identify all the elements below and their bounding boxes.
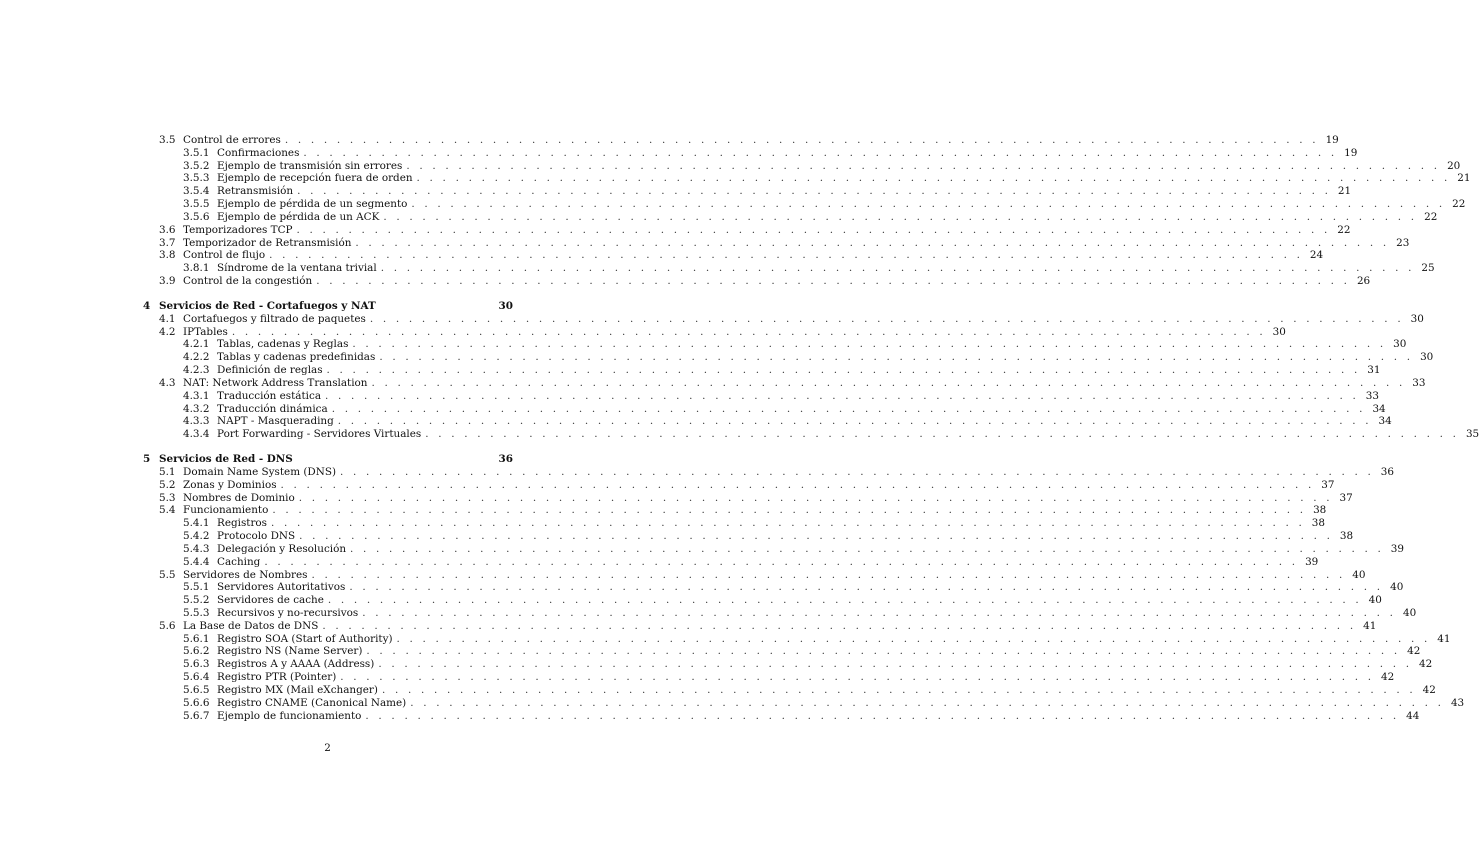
dot-leader: . . . . . . . . . . . . . . . . . . . . . . . . . . . . . . . . . . . . . . . . . . . . . . . . . . . . . . . . . . . . . . . . . . . . . . . . . . . . . . . . [410, 696, 1445, 709]
toc-entry-page: 30 [498, 299, 513, 312]
toc-entry-page: 37 [1339, 491, 1353, 504]
dot-leader: . . . . . . . . . . . . . . . . . . . . . . . . . . . . . . . . . . . . . . . . . . . . . . . . . . . . . . . . . . . . . . . . . . . . . . . . . . . . . . . . [327, 594, 1362, 607]
toc-entry-number: 5.1 [159, 465, 176, 478]
toc-entry-page: 42 [1381, 671, 1395, 684]
toc-entry-page: 21 [1337, 185, 1352, 198]
toc-entry[interactable] [143, 645, 1421, 658]
toc-entry-number: 5.3 [159, 491, 176, 504]
toc-entry-page: 40 [1368, 594, 1382, 607]
dot-leader: . . . . . . . . . . . . . . . . . . . . . . . . . . . . . . . . . . . . . . . . . . . . . . . . . . . . . . . . . . . . . . . . . . . . . . . . . . . . . . . . [284, 134, 1319, 146]
dot-leader: . . . . . . . . . . . . . . . . . . . . . . . . . . . . . . . . . . . . . . . . . . . . . . . . . . . . . . . . . . . . . . . . . . . . . . . . . . . . . . . . [381, 683, 1416, 696]
toc-entry-page: 38 [1339, 530, 1354, 543]
toc-entry-number: 5.4.4 [183, 555, 210, 568]
toc-entry-page: 43 [1450, 696, 1465, 709]
toc-entry[interactable] [143, 185, 1352, 198]
toc-entry-page: 40 [1402, 606, 1417, 619]
toc-entry-number: 4 [143, 299, 151, 312]
toc-entry-number: 3.5.5 [183, 198, 210, 211]
toc-entry-page: 42 [1419, 658, 1433, 671]
toc-entry-title: Servicios de Red - DNS [159, 453, 293, 466]
toc-entry-number: 5 [143, 453, 151, 466]
toc-entry-title: Ejemplo de funcionamiento [217, 709, 362, 722]
toc-entry-number: 3.6 [159, 223, 176, 236]
toc-entry-number: 5.6 [159, 619, 176, 632]
dot-leader: . . . . . . . . . . . . . . . . . . . . . . . . . . . . . . . . . . . . . . . . . . . . . . . . . . . . . . . . . . . . . . . . . . . . . . . . . . . . . . . . [337, 415, 1372, 428]
toc-entry[interactable] [143, 542, 1404, 556]
toc-entry-title: Domain Name System (DNS) [183, 465, 336, 478]
toc-entry-title: La Base de Datos de DNS [183, 619, 319, 632]
toc-entry-page: 19 [1344, 146, 1358, 159]
toc-entry-title: Registros [217, 517, 268, 530]
toc-entry-title: IPTables [183, 325, 228, 338]
dot-leader: . . . . . . . . . . . . . . . . . . . . . . . . . . . . . . . . . . . . . . . . . . . . . . . . . . . . . . . . . . . . . . . . . . . . . . . . . . . . . . . . [311, 568, 1346, 581]
dot-leader: . . . . . . . . . . . . . . . . . . . . . . . . . . . . . . . . . . . . . . . . . . . . . . . . . . . . . . . . . . . . . . . . . . . . . . . . . . . . . . . . [322, 619, 1357, 632]
dot-leader: . . . . . . . . . . . . . . . . . . . . . . . . . . . . . . . . . . . . . . . . . . . . . . . . . . . . . . . . . . . . . . . . . . . . . . . . . . . . . . . . [425, 428, 1460, 441]
dot-leader: . . . . . . . . . . . . . . . . . . . . . . . . . . . . . . . . . . . . . . . . . . . . . . . . . . . . . . . . . . . . . . . . . . . . . . . . . . . . . . . . [271, 517, 1305, 530]
dot-leader: . . . . . . . . . . . . . . . . . . . . . . . . . . . . . . . . . . . . . . . . . . . . . . . . . . . . . . . . . . . . . . . . . . . . . . . . . . . . . . . . [331, 402, 1366, 415]
toc-entry-number: 4.2.3 [183, 364, 210, 377]
toc-entry-title: Traducción estática [217, 389, 322, 402]
toc-entry-number: 3.9 [159, 275, 176, 288]
toc-entry-number: 5.5.1 [183, 581, 210, 594]
table-of-contents [143, 134, 1479, 722]
dot-leader: . . . . . . . . . . . . . . . . . . . . . . . . . . . . . . . . . . . . . . . . . . . . . . . . . . . . . . . . . . . . . . . . . . . . . . . . . . . . . . . . [380, 262, 1415, 275]
toc-entry-title: Registro SOA (Start of Authority) [217, 632, 393, 645]
dot-leader: . . . . . . . . . . . . . . . . . . . . . . . . . . . . . . . . . . . . . . . . . . . . . . . . . . . . . . . . . . . . . . . . . . . . . . . . . . . . . . . . [264, 555, 1299, 568]
toc-entry-page: 42 [1422, 683, 1436, 696]
dot-leader: . . . . . . . . . . . . . . . . . . . . . . . . . . . . . . . . . . . . . . . . . . . . . . . . . . . . . . . . . . . . . . . . . . . . . . . . . . . . . . . . [416, 172, 1451, 185]
toc-entry-page: 25 [1421, 262, 1435, 275]
toc-entry-title: Registro MX (Mail eXchanger) [217, 683, 378, 696]
dot-leader: . . . . . . . . . . . . . . . . . . . . . . . . . . . . . . . . . . . . . . . . . . . . . . . . . . . . . . . . . . . . . . . . . . . . . . . . . . . . . . . . [297, 185, 1332, 198]
toc-entry[interactable] [143, 658, 1433, 671]
toc-entry-page: 41 [1363, 619, 1377, 632]
toc-entry-number: 5.4 [159, 504, 176, 517]
section-gap [143, 441, 513, 453]
dot-leader: . . . . . . . . . . . . . . . . . . . . . . . . . . . . . . . . . . . . . . . . . . . . . . . . . . . . . . . . . . . . . . . . . . . . . . . . . . . . . . . . [365, 709, 1400, 722]
toc-entry-title: Confirmaciones [217, 146, 300, 159]
toc-entry-page: 36 [498, 453, 513, 466]
toc-entry-title: Ejemplo de recepción fuera de orden [217, 172, 413, 185]
toc-entry-page: 40 [1390, 581, 1404, 594]
toc-entry-page: 30 [1272, 325, 1286, 338]
toc-entry[interactable] [143, 581, 1404, 594]
dot-leader: . . . . . . . . . . . . . . . . . . . . . . . . . . . . . . . . . . . . . . . . . . . . . . . . . . . . . . . . . . . . . . . . . . . . . . . . . . . . . . . . [316, 275, 1351, 288]
toc-entry[interactable] [143, 478, 1335, 492]
dot-leader: . . . . . . . . . . . . . . . . . . . . . . . . . . . . . . . . . . . . . . . . . . . . . . . . . . . . . . . . . . . . . . . . . . . . . . . . . . . . . . . . [340, 465, 1374, 478]
toc-entry-title: Definición de reglas [217, 364, 323, 377]
dot-leader: . . . . . . . . . . . . . . . . . . . . . . . . . . . . . . . . . . . . . . . . . . . . . . . . . . . . . . . . . . . . . . . . . . . . . . . . . . . . . . . . [378, 658, 1413, 671]
toc-entry-title: Registro PTR (Pointer) [217, 671, 337, 684]
toc-entry[interactable] [143, 619, 1377, 633]
toc-entry[interactable] [143, 351, 1434, 364]
toc-entry-page: 30 [1393, 338, 1407, 351]
dot-leader: . . . . . . . . . . . . . . . . . . . . . . . . . . . . . . . . . . . . . . . . . . . . . . . . . . . . . . . . . . . . . . . . . . . . . . . . . . . . . . . . [303, 146, 1338, 159]
toc-entry-page: 31 [1367, 364, 1381, 377]
toc-chapter-entry[interactable] [143, 300, 513, 313]
toc-entry-title: Control de la congestión [183, 275, 313, 288]
toc-entry[interactable] [143, 709, 1420, 723]
toc-entry-page: 41 [1437, 632, 1451, 645]
toc-entry-page: 21 [1457, 172, 1471, 185]
toc-entry-page: 20 [1447, 159, 1461, 172]
toc-entry-title: Síndrome de la ventana trivial [217, 262, 377, 275]
toc-entry[interactable] [143, 364, 1381, 377]
toc-entry-number: 5.6.3 [183, 658, 210, 671]
toc-entry[interactable] [143, 325, 1286, 339]
toc-entry-title: Servicios de Red - Cortafuegos y NAT [159, 299, 376, 312]
toc-entry-page: 23 [1396, 236, 1410, 249]
toc-entry[interactable] [143, 530, 1354, 543]
toc-entry-title: Tablas, cadenas y Reglas [217, 338, 349, 351]
toc-entry[interactable] [143, 198, 1466, 211]
toc-entry[interactable] [143, 428, 1479, 441]
dot-leader: . . . . . . . . . . . . . . . . . . . . . . . . . . . . . . . . . . . . . . . . . . . . . . . . . . . . . . . . . . . . . . . . . . . . . . . . . . . . . . . . [349, 581, 1384, 594]
toc-entry-title: Temporizadores TCP [183, 223, 293, 236]
toc-entry-page: 30 [1410, 312, 1424, 325]
dot-leader: . . . . . . . . . . . . . . . . . . . . . . . . . . . . . . . . . . . . . . . . . . . . . . . . . . . . . . . . . . . . . . . . . . . . . . . . . . . . . . . . [369, 312, 1404, 325]
toc-entry-number: 5.6.2 [183, 645, 210, 658]
toc-entry-number: 5.4.1 [183, 517, 210, 530]
toc-entry-number: 4.3.3 [183, 415, 210, 428]
toc-entry[interactable] [143, 491, 1353, 505]
dot-leader: . . . . . . . . . . . . . . . . . . . . . . . . . . . . . . . . . . . . . . . . . . . . . . . . . . . . . . . . . . . . . . . . . . . . . . . . . . . . . . . . [352, 338, 1387, 351]
toc-entry-title: Servidores de Nombres [183, 568, 308, 581]
toc-entry-page: 24 [1309, 249, 1324, 262]
toc-entry-number: 5.5.2 [183, 594, 210, 607]
dot-leader: . . . . . . . . . . . . . . . . . . . . . . . . . . . . . . . . . . . . . . . . . . . . . . . . . . . . . . . . . . . . . . . . . . . . . . . . . . . . . . . . [326, 364, 1361, 377]
toc-entry-number: 5.6.7 [183, 709, 210, 722]
toc-entry-title: Nombres de Dominio [183, 491, 295, 504]
dot-leader: . . . . . . . . . . . . . . . . . . . . . . . . . . . . . . . . . . . . . . . . . . . . . . . . . . . . . . . . . . . . . . . . . . . . . . . . . . . . . . . . [371, 376, 1406, 389]
toc-entry-title: Traducción dinámica [217, 402, 328, 415]
dot-leader: . . . . . . . . . . . . . . . . . . . . . . . . . . . . . . . . . . . . . . . . . . . . . . . . . . . . . . . . . . . . . . . . . . . . . . . . . . . . . . . . [362, 606, 1397, 619]
toc-entry-title: Registro CNAME (Canonical Name) [217, 696, 407, 709]
section-gap [143, 288, 513, 300]
dot-leader: . . . . . . . . . . . . . . . . . . . . . . . . . . . . . . . . . . . . . . . . . . . . . . . . . . . . . . . . . . . . . . . . . . . . . . . . . . . . . . . . [366, 645, 1401, 658]
toc-entry-number: 4.2.2 [183, 351, 210, 364]
toc-chapter-entry[interactable] [143, 453, 513, 466]
page-number: 2 [324, 742, 331, 754]
toc-entry[interactable] [143, 415, 1392, 428]
toc-entry-page: 33 [1365, 389, 1379, 402]
dot-leader: . . . . . . . . . . . . . . . . . . . . . . . . . . . . . . . . . . . . . . . . . . . . . . . . . . . . . . . . . . . . . . . . . . . . . . . . . . . . . . . . [411, 198, 1446, 211]
toc-entry-number: 5.6.1 [183, 632, 210, 645]
toc-entry-page: 38 [1311, 517, 1325, 530]
toc-entry-number: 4.3.2 [183, 402, 210, 415]
toc-entry[interactable] [143, 517, 1325, 530]
toc-entry-number: 5.4.3 [183, 542, 210, 555]
toc-entry-title: Retransmisión [217, 185, 294, 198]
toc-entry[interactable] [143, 555, 1319, 569]
toc-entry-title: Delegación y Resolución [217, 542, 347, 555]
toc-entry-number: 5.6.4 [183, 671, 210, 684]
dot-leader: . . . . . . . . . . . . . . . . . . . . . . . . . . . . . . . . . . . . . . . . . . . . . . . . . . . . . . . . . . . . . . . . . . . . . . . . . . . . . . . . [340, 671, 1375, 684]
toc-entry-title: Cortafuegos y filtrado de paquetes [183, 312, 366, 325]
toc-entry[interactable] [143, 683, 1436, 697]
toc-entry-title: Ejemplo de pérdida de un ACK [217, 210, 380, 223]
toc-entry-number: 3.8.1 [183, 262, 210, 275]
toc-entry-title: Control de errores [183, 134, 281, 146]
toc-entry-title: Protocolo DNS [217, 530, 296, 543]
toc-entry-number: 3.8 [159, 249, 176, 262]
toc-entry-title: Caching [217, 555, 261, 568]
toc-entry-page: 22 [1337, 223, 1351, 236]
toc-entry-title: Tablas y cadenas predefinidas [217, 351, 376, 364]
toc-entry-number: 3.5.3 [183, 172, 210, 185]
toc-entry[interactable] [143, 146, 1358, 160]
toc-entry-page: 39 [1305, 555, 1319, 568]
toc-entry-title: Servidores de cache [217, 594, 324, 607]
toc-entry-title: Zonas y Dominios [183, 478, 277, 491]
toc-entry[interactable] [143, 134, 1339, 147]
toc-entry[interactable] [143, 389, 1379, 403]
toc-entry[interactable] [143, 223, 1351, 237]
toc-entry-title: Funcionamiento [183, 504, 269, 517]
toc-entry-page: 40 [1352, 568, 1366, 581]
dot-leader: . . . . . . . . . . . . . . . . . . . . . . . . . . . . . . . . . . . . . . . . . . . . . . . . . . . . . . . . . . . . . . . . . . . . . . . . . . . . . . . . [396, 632, 1431, 645]
dot-leader: . . . . . . . . . . . . . . . . . . . . . . . . . . . . . . . . . . . . . . . . . . . . . . . . . . . . . . . . . . . . . . . . . . . . . . . . . . . . . . . . [355, 236, 1390, 249]
toc-entry[interactable] [143, 465, 1394, 479]
toc-entry-page: 44 [1406, 709, 1420, 722]
toc-entry[interactable] [143, 236, 1410, 250]
toc-entry-title: Recursivos y no-recursivos [217, 606, 359, 619]
dot-leader: . . . . . . . . . . . . . . . . . . . . . . . . . . . . . . . . . . . . . . . . . . . . . . . . . . . . . . . . . . . . . . . . . . . . . . . . . . . . . . . . [379, 351, 1414, 364]
toc-entry-page: 38 [1313, 504, 1327, 517]
toc-entry[interactable] [143, 275, 1371, 288]
toc-entry[interactable] [143, 671, 1395, 684]
dot-leader: . . . . . . . . . . . . . . . . . . . . . . . . . . . . . . . . . . . . . . . . . . . . . . . . . . . . . . . . . . . . . . . . . . . . . . . . . . . . . . . . [280, 478, 1315, 491]
toc-entry-title: NAT: Network Address Translation [183, 376, 368, 389]
toc-entry-title: Ejemplo de pérdida de un segmento [217, 198, 408, 211]
toc-entry[interactable] [143, 696, 1465, 710]
toc-entry[interactable] [143, 568, 1366, 582]
dot-leader: . . . . . . . . . . . . . . . . . . . . . . . . . . . . . . . . . . . . . . . . . . . . . . . . . . . . . . . . . . . . . . . . . . . . . . . . . . . . . . . . [231, 325, 1266, 338]
toc-entry-number: 5.2 [159, 478, 176, 491]
toc-entry-number: 3.7 [159, 236, 176, 249]
toc-entry[interactable] [143, 159, 1461, 173]
toc-entry-page: 33 [1412, 376, 1426, 389]
toc-entry-page: 34 [1372, 402, 1386, 415]
toc-entry[interactable] [143, 210, 1438, 224]
toc-entry-page: 22 [1424, 210, 1438, 223]
toc-entry-page: 22 [1452, 198, 1466, 211]
dot-leader: . . . . . . . . . . . . . . . . . . . . . . . . . . . . . . . . . . . . . . . . . . . . . . . . . . . . . . . . . . . . . . . . . . . . . . . . . . . . . . . . [325, 389, 1359, 402]
toc-entry-page: 42 [1407, 645, 1421, 658]
toc-entry-page: 19 [1325, 134, 1339, 146]
toc-entry-number: 5.5 [159, 568, 176, 581]
toc-entry[interactable] [143, 338, 1407, 351]
toc-entry-page: 39 [1390, 542, 1404, 555]
toc-entry[interactable] [143, 172, 1471, 185]
toc-entry-number: 4.2.1 [183, 338, 210, 351]
toc-entry-number: 3.5.4 [183, 185, 210, 198]
dot-leader: . . . . . . . . . . . . . . . . . . . . . . . . . . . . . . . . . . . . . . . . . . . . . . . . . . . . . . . . . . . . . . . . . . . . . . . . . . . . . . . . [269, 249, 1304, 262]
toc-entry-title: NAPT - Masquerading [217, 415, 334, 428]
dot-leader: . . . . . . . . . . . . . . . . . . . . . . . . . . . . . . . . . . . . . . . . . . . . . . . . . . . . . . . . . . . . . . . . . . . . . . . . . . . . . . . . [299, 530, 1334, 543]
toc-entry[interactable] [143, 262, 1435, 275]
toc-entry[interactable] [143, 594, 1382, 607]
toc-entry-title: Control de flujo [183, 249, 266, 262]
dot-leader: . . . . . . . . . . . . . . . . . . . . . . . . . . . . . . . . . . . . . . . . . . . . . . . . . . . . . . . . . . . . . . . . . . . . . . . . . . . . . . . . [296, 223, 1331, 236]
toc-entry-number: 5.5.3 [183, 606, 210, 619]
toc-entry-number: 4.1 [159, 312, 176, 325]
toc-entry-number: 4.2 [159, 325, 176, 338]
toc-entry[interactable] [143, 249, 1324, 262]
toc-entry-page: 26 [1356, 275, 1371, 288]
dot-leader: . . . . . . . . . . . . . . . . . . . . . . . . . . . . . . . . . . . . . . . . . . . . . . . . . . . . . . . . . . . . . . . . . . . . . . . . . . . . . . . . [383, 210, 1418, 223]
toc-entry-page: 34 [1378, 415, 1392, 428]
toc-entry-number: 4.3 [159, 376, 176, 389]
dot-leader: . . . . . . . . . . . . . . . . . . . . . . . . . . . . . . . . . . . . . . . . . . . . . . . . . . . . . . . . . . . . . . . . . . . . . . . . . . . . . . . . [350, 542, 1384, 555]
toc-entry-number: 5.4.2 [183, 530, 210, 543]
toc-entry-page: 35 [1465, 428, 1479, 441]
toc-entry-title: Registros A y AAAA (Address) [217, 658, 375, 671]
toc-entry-number: 3.5.2 [183, 159, 210, 172]
toc-entry-number: 5.6.5 [183, 683, 210, 696]
toc-entry[interactable] [143, 632, 1451, 646]
toc-entry-title: Servidores Autoritativos [217, 581, 346, 594]
toc-entry-number: 4.3.1 [183, 389, 210, 402]
toc-entry[interactable] [143, 312, 1424, 326]
toc-entry-page: 36 [1380, 465, 1394, 478]
toc-entry-title: Temporizador de Retransmisión [183, 236, 352, 249]
toc-entry-title: Ejemplo de transmisión sin errores [217, 159, 403, 172]
dot-leader: . . . . . . . . . . . . . . . . . . . . . . . . . . . . . . . . . . . . . . . . . . . . . . . . . . . . . . . . . . . . . . . . . . . . . . . . . . . . . . . . [406, 159, 1441, 172]
toc-entry[interactable] [143, 606, 1417, 620]
dot-leader: . . . . . . . . . . . . . . . . . . . . . . . . . . . . . . . . . . . . . . . . . . . . . . . . . . . . . . . . . . . . . . . . . . . . . . . . . . . . . . . . [298, 491, 1333, 504]
toc-entry-page: 37 [1321, 478, 1335, 491]
toc-entry[interactable] [143, 376, 1426, 390]
toc-entry-number: 3.5 [159, 134, 176, 146]
toc-entry-number: 3.5.1 [183, 146, 210, 159]
dot-leader: . . . . . . . . . . . . . . . . . . . . . . . . . . . . . . . . . . . . . . . . . . . . . . . . . . . . . . . . . . . . . . . . . . . . . . . . . . . . . . . . [272, 504, 1307, 517]
toc-entry[interactable] [143, 402, 1386, 416]
toc-entry-title: Registro NS (Name Server) [217, 645, 363, 658]
toc-entry-title: Port Forwarding - Servidores Virtuales [217, 428, 422, 441]
toc-entry[interactable] [143, 504, 1327, 517]
toc-entry-page: 30 [1420, 351, 1434, 364]
toc-entry-number: 3.5.6 [183, 210, 210, 223]
toc-entry-number: 4.3.4 [183, 428, 210, 441]
toc-entry-number: 5.6.6 [183, 696, 210, 709]
